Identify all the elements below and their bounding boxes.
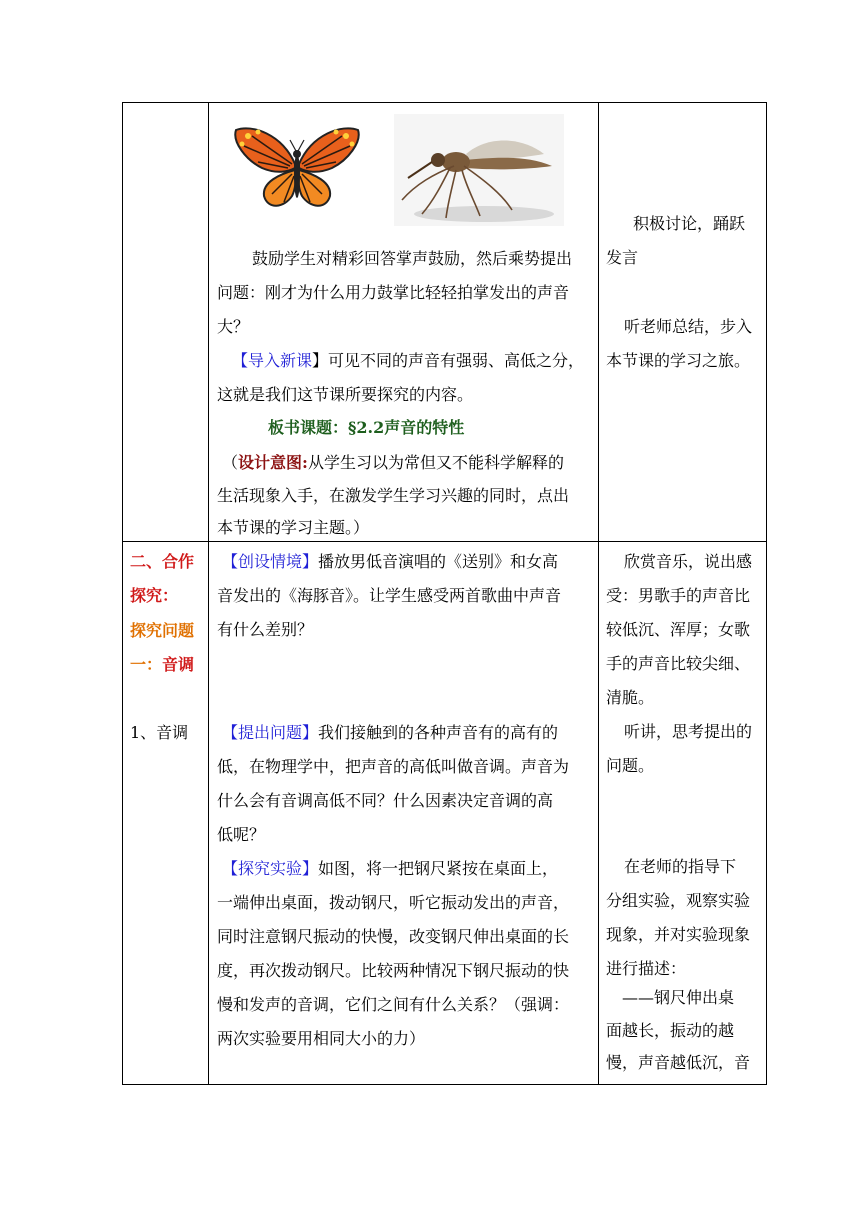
scene-tag: 【创设情境】: [222, 552, 319, 571]
student-response-5: 清脆。: [606, 688, 655, 707]
question-line-3: 什么会有音调高低不同？什么因素决定音调的高: [217, 791, 554, 810]
design-line-2: 生活现象入手，在激发学生学习兴趣的同时，点出: [217, 486, 570, 505]
experiment-tag: 【探究实验】: [222, 859, 319, 878]
student-response-4: 手的声音比较尖细、: [606, 654, 751, 673]
intro-text-1: 可见不同的声音有强弱、高低之分，: [328, 351, 585, 370]
section-heading-4a: 一：: [130, 655, 163, 674]
design-line-3: 本节课的学习主题。）: [217, 518, 370, 537]
column-divider-2: [598, 103, 599, 1084]
design-open: （: [222, 453, 239, 472]
experiment-line-2: 一端伸出桌面，拨动钢尺，听它振动发出的声音，: [217, 893, 570, 912]
question-line-4: 低呢？: [217, 825, 266, 844]
encourage-line-1: 鼓励学生对精彩回答掌声鼓励，然后乘势提出: [252, 249, 573, 268]
board-title: 板书课题：§2.2声音的特性: [268, 418, 465, 437]
student-response-1: 欣赏音乐，说出感: [624, 552, 753, 571]
student-activity-2: 发言: [606, 248, 639, 267]
section-heading-2: 探究：: [130, 586, 179, 605]
student-response-2: 受：男歌手的声音比: [606, 586, 751, 605]
intro-paragraph: [232, 351, 584, 371]
section-heading-4b: 音调: [162, 655, 195, 674]
encourage-line-2: 问题：刚才为什么用力鼓掌比轻轻拍掌发出的声音: [217, 283, 570, 302]
intro-line-2: 这就是我们这节课所要探究的内容。: [217, 385, 474, 404]
student-response-12: ——钢尺伸出桌: [622, 988, 735, 1007]
design-tag: 设计意图:: [238, 453, 308, 472]
student-response-6: 听讲，思考提出的: [624, 722, 753, 741]
section-heading-1: 二、合作: [130, 552, 195, 571]
student-response-11: 进行描述：: [606, 959, 687, 978]
experiment-line-4: 度，再次拨动钢尺。比较两种情况下钢尺振动的快: [217, 961, 570, 980]
design-text-1: 从学生习以为常但又不能科学解释的: [307, 453, 564, 472]
section-heading-4: [130, 655, 194, 675]
student-response-14: 慢，声音越低沉，音: [606, 1053, 751, 1072]
student-response-8: 在老师的指导下: [624, 857, 737, 876]
student-activity-3: 听老师总结，步入: [624, 317, 753, 336]
intro-bracket: 】: [312, 351, 329, 370]
question-paragraph: [222, 723, 558, 743]
scene-text-1: 播放男低音演唱的《送别》和女高: [318, 552, 559, 571]
question-line-2: 低，在物理学中，把声音的高低叫做音调。声音为: [217, 757, 570, 776]
mosquito-image: [394, 114, 564, 226]
intro-tag: 【导入新课: [232, 351, 313, 370]
butterfly-image: [232, 124, 362, 216]
student-activity-4: 本节课的学习之旅。: [606, 351, 751, 370]
design-intent: [222, 453, 564, 473]
scene-line-3: 有什么差别？: [217, 620, 314, 639]
subsection-pitch: 1、音调: [130, 723, 189, 742]
section-heading-3: 探究问题: [130, 621, 195, 640]
row-divider: [123, 541, 766, 542]
question-tag: 【提出问题】: [222, 723, 319, 742]
scene-line-2: 音发出的《海豚音》。让学生感受两首歌曲中声音: [217, 586, 562, 605]
column-divider-1: [208, 103, 209, 1084]
question-text-1: 我们接触到的各种声音有的高有的: [318, 723, 559, 742]
student-activity-1: 积极讨论，踊跃: [633, 214, 746, 233]
student-response-3: 较低沉、浑厚；女歌: [606, 620, 751, 639]
student-response-9: 分组实验，观察实验: [606, 891, 751, 910]
scene-paragraph: [222, 552, 558, 572]
student-response-10: 现象，并对实验现象: [606, 925, 751, 944]
experiment-paragraph: [222, 859, 558, 879]
experiment-text-1: 如图，将一把钢尺紧按在桌面上，: [318, 859, 559, 878]
student-response-13: 面越长，振动的越: [606, 1021, 735, 1040]
experiment-line-6: 两次实验要用相同大小的力）: [217, 1029, 426, 1048]
experiment-line-3: 同时注意钢尺振动的快慢，改变钢尺伸出桌面的长: [217, 927, 570, 946]
experiment-line-5: 慢和发声的音调，它们之间有什么关系？（强调：: [217, 995, 570, 1014]
encourage-line-3: 大？: [217, 317, 250, 336]
student-response-7: 问题。: [606, 756, 655, 775]
